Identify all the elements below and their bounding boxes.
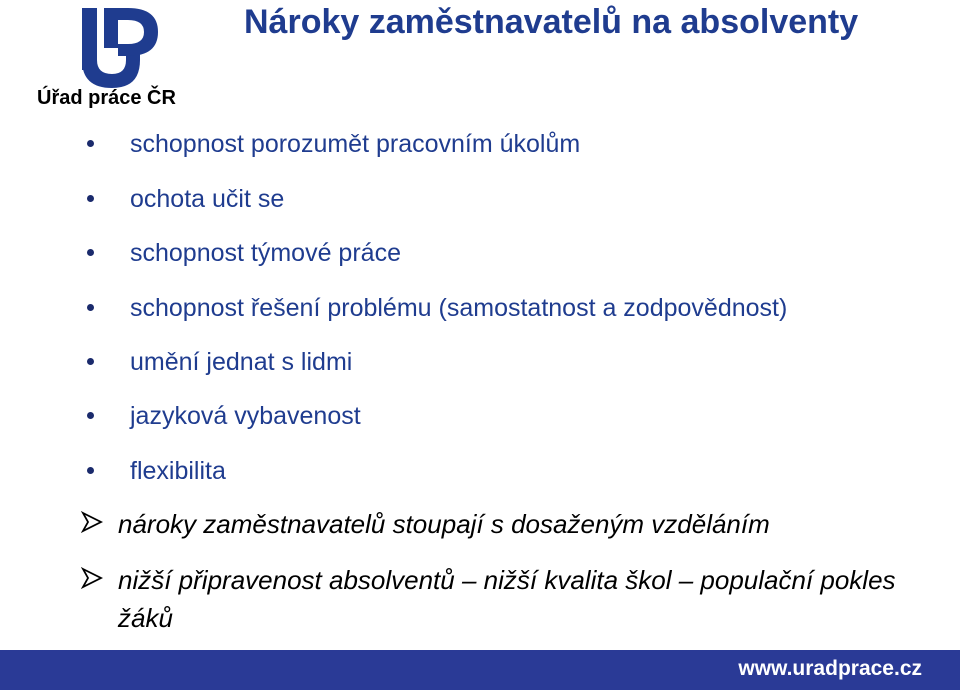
list-item: [0, 396, 960, 436]
bullet-text: jazyková vybavenost: [130, 402, 361, 430]
list-item: [0, 179, 960, 219]
up-logo-icon: [78, 8, 162, 90]
bullet-icon: [87, 249, 94, 256]
arrow-text: nároky zaměstnavatelů stoupají s dosaženým vzděláním: [118, 509, 770, 539]
bullet-icon: [87, 412, 94, 419]
bullet-text: umění jednat s lidmi: [130, 348, 353, 376]
list-item: [0, 233, 960, 273]
arrow-right-icon: [81, 511, 103, 533]
bullet-icon: [87, 358, 94, 365]
bullet-icon: [87, 304, 94, 311]
list-item: [0, 288, 960, 328]
bullet-text: ochota učit se: [130, 185, 285, 213]
bullet-text: flexibilita: [130, 457, 226, 485]
bullet-icon: [87, 195, 94, 202]
arrow-right-icon: [81, 567, 103, 589]
bullet-icon: [87, 140, 94, 147]
page-title: Nároky zaměstnavatelů na absolventy: [244, 3, 859, 41]
list-item: [0, 124, 960, 164]
list-item: [0, 342, 960, 382]
bullet-text: schopnost porozumět pracovním úkolům: [130, 130, 581, 158]
logo-text: Úřad práce ČR: [37, 87, 176, 109]
footer-url[interactable]: www.uradprace.cz: [738, 657, 922, 680]
arrow-text: nižší připravenost absolventů – nižší kvalita škol – populační pokles žáků: [118, 565, 896, 633]
list-item: [0, 451, 960, 491]
bullet-text: schopnost řešení problému (samostatnost a zodpovědnost): [130, 294, 788, 322]
footer-bar: [0, 650, 960, 690]
bullet-text: schopnost týmové práce: [130, 239, 401, 267]
bullet-icon: [87, 467, 94, 474]
